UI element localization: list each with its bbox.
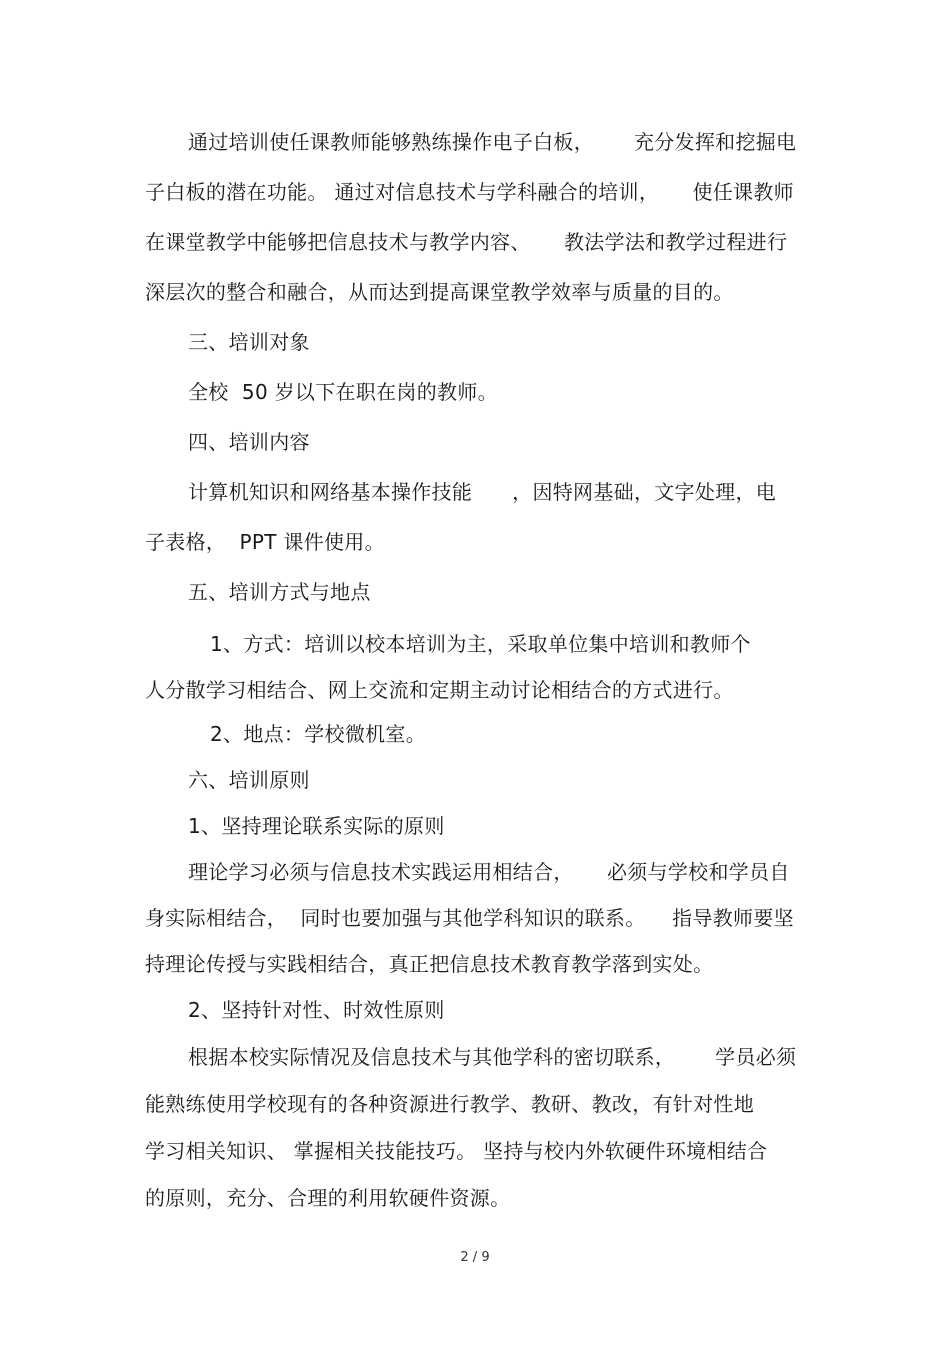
page-number: 2 / 9	[460, 1250, 490, 1265]
text-line: 通过培训使任课教师能够熟练操作电子白板， 充分发挥和挖掘电	[188, 130, 797, 154]
section-heading: 三、培训对象	[188, 330, 310, 354]
text-line: 的原则，充分、合理的利用软硬件资源。	[145, 1186, 511, 1210]
text-line: 深层次的整合和融合，从而达到提高课堂教学效率与质量的目的。	[145, 280, 734, 304]
text-line: 1、方式：培训以校本培训为主，采取单位集中培训和教师个	[210, 632, 751, 656]
text-line: 计算机知识和网络基本操作技能 ，因特网基础，文字处理，电	[188, 480, 777, 504]
text-line: 理论学习必须与信息技术实践运用相结合， 必须与学校和学员自	[188, 860, 790, 884]
subsection-heading: 2、坚持针对性、时效性原则	[188, 998, 445, 1022]
section-heading: 六、培训原则	[188, 768, 310, 792]
section-heading: 四、培训内容	[188, 430, 310, 454]
section-heading: 五、培训方式与地点	[188, 580, 371, 604]
text-line: 在课堂教学中能够把信息技术与教学内容、 教法学法和教学过程进行	[145, 230, 788, 254]
text-line: 能熟练使用学校现有的各种资源进行教学、教研、教改，有针对性地	[145, 1092, 754, 1116]
text-line: 2、地点：学校微机室。	[210, 722, 427, 746]
text-line: 子表格， PPT 课件使用。	[145, 530, 385, 554]
text-line: 身实际相结合， 同时也要加强与其他学科知识的联系。 指导教师要坚	[145, 906, 794, 930]
text-line: 学习相关知识、 掌握相关技能技巧。 坚持与校内外软硬件环境相结合	[145, 1139, 768, 1163]
text-line: 根据本校实际情况及信息技术与其他学科的密切联系， 学员必须	[188, 1045, 797, 1069]
subsection-heading: 1、坚持理论联系实际的原则	[188, 814, 445, 838]
text-line: 持理论传授与实践相结合，真正把信息技术教育教学落到实处。	[145, 952, 714, 976]
text-line: 全校 50 岁以下在职在岗的教师。	[188, 380, 498, 404]
text-line: 人分散学习相结合、网上交流和定期主动讨论相结合的方式进行。	[145, 678, 734, 702]
text-line: 子白板的潜在功能。 通过对信息技术与学科融合的培训， 使任课教师	[145, 180, 794, 204]
